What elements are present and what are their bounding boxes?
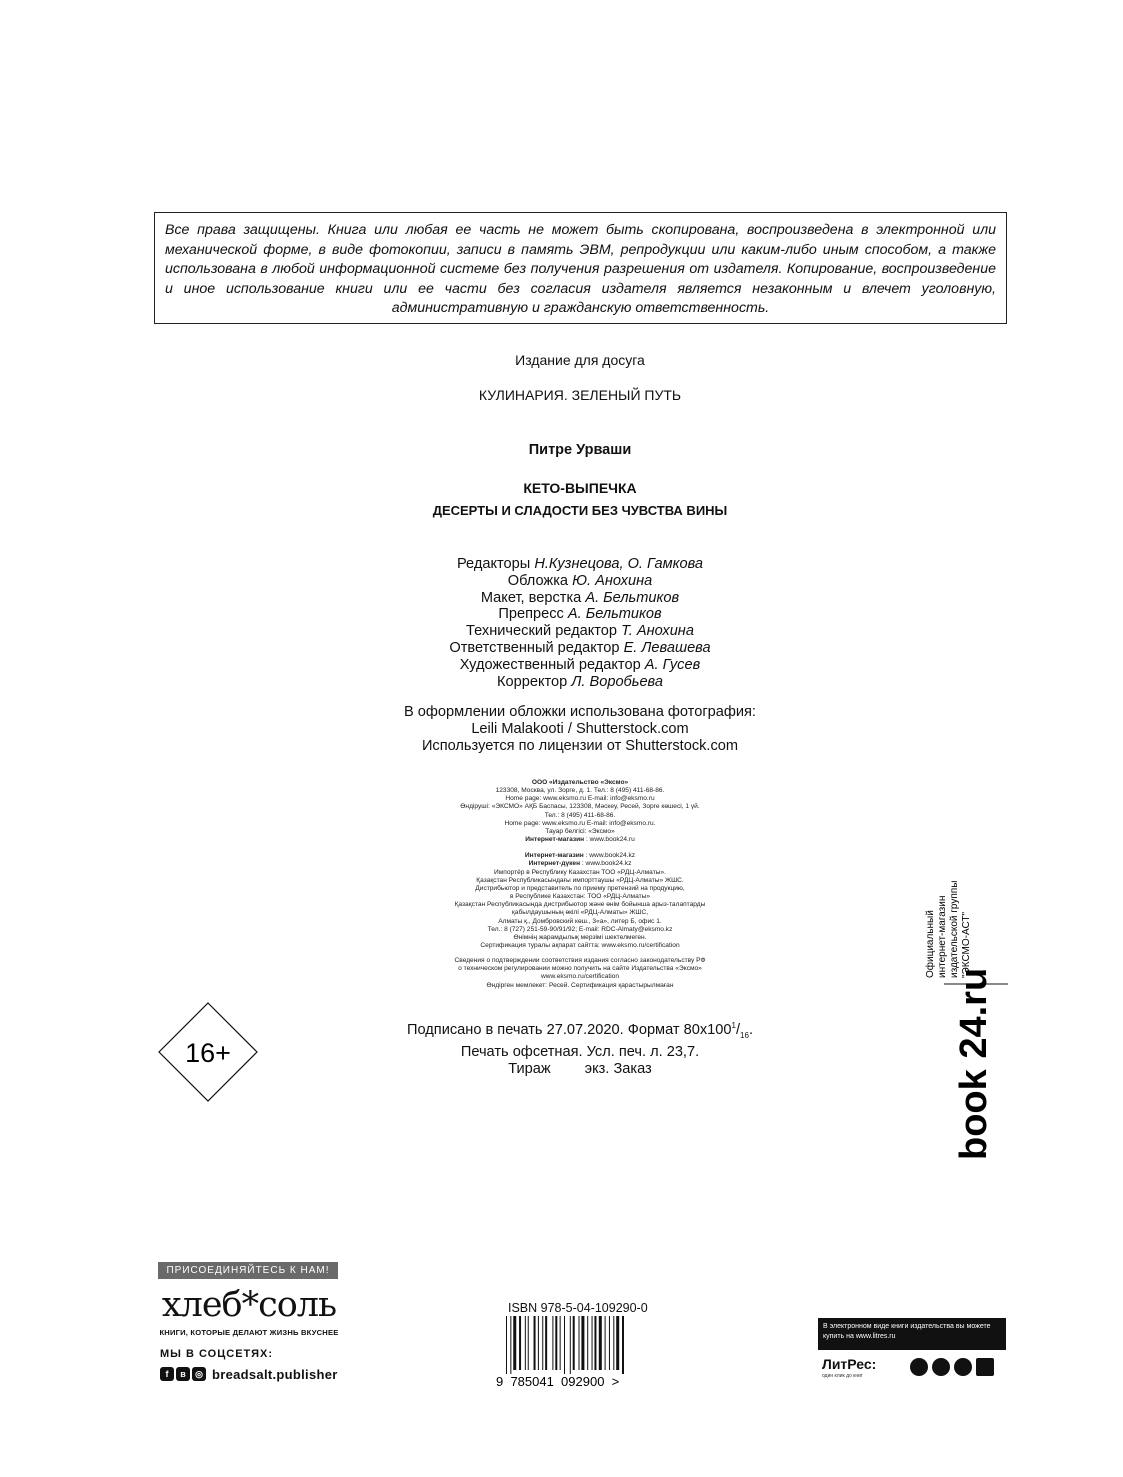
barcode-bar	[581, 1316, 584, 1370]
print-info-line3	[330, 1061, 830, 1078]
instagram-icon: ◎	[192, 1367, 206, 1381]
credit-name: Н.Кузнецова, О. Гамкова	[534, 556, 704, 572]
barcode-bar	[616, 1316, 619, 1370]
barcode-bar	[613, 1316, 614, 1370]
social-handle: breadsalt.publisher	[212, 1366, 338, 1382]
imprint-shop-kz2-value: : www.book24.kz	[580, 860, 632, 868]
social-title: МЫ В СОЦСЕТЯХ:	[160, 1348, 274, 1360]
credit-name: Т. Анохина	[621, 623, 694, 640]
barcode-bar	[510, 1316, 511, 1374]
photo-credit-line: Используется по лицензии от Shutterstock.com	[421, 737, 739, 754]
credit-row	[300, 674, 860, 691]
vk-icon: в	[176, 1367, 190, 1381]
barcode-bar	[573, 1316, 575, 1370]
book24-caption-line: Официальный	[925, 910, 936, 978]
credit-row	[300, 573, 860, 590]
imprint-line: Өндірген мемлекет: Ресей. Сертификация қарастырылмаған	[486, 981, 674, 989]
imprint-shop-kz2-label: Интернет-дүкен	[528, 860, 581, 868]
barcode-bar	[594, 1316, 596, 1370]
book24-caption-line: издательской группы	[949, 880, 960, 978]
photo-credit	[300, 704, 860, 754]
imprint-line: Өнімнің жарамдылық мерзімі шектелмеген.	[513, 933, 647, 941]
imprint-line: Home page: www.eksmo.ru E-mail: info@eksmo.ru	[505, 795, 655, 803]
barcode-bar	[592, 1316, 593, 1370]
print-format-end: .	[748, 1021, 753, 1038]
imprint-line: Өндіруші: «ЭКСМО» АҚБ Баспасы, 123308, Мәскеу, Ресей, Зорге көшесі, 1 үй.	[460, 803, 700, 811]
print-info-line1	[330, 1017, 830, 1044]
imprint-publisher: ООО «Издательство «Эксмо»	[531, 779, 629, 786]
credit-row	[300, 640, 860, 657]
imprint-line: Қазақстан Республикасындағы импорттаушы «РДЦ-Алматы» ЖШС.	[476, 876, 684, 884]
book-subtitle: ДЕСЕРТЫ И СЛАДОСТИ БЕЗ ЧУВСТВА ВИНЫ	[432, 503, 728, 518]
print-run-label: Тираж	[508, 1060, 551, 1077]
age-rating-text: 16+	[185, 1038, 231, 1068]
print-format-text: Подписано в печать 27.07.2020. Формат 80x100	[407, 1021, 732, 1038]
imprint-shop-kz-label: Интернет-магазин	[524, 852, 584, 860]
credit-row	[300, 556, 860, 573]
barcode-bar	[599, 1316, 602, 1370]
apple-icon	[910, 1358, 928, 1376]
litres-brand-sub: один клик до книг	[822, 1373, 863, 1379]
print-order-label: экз. Заказ	[584, 1060, 652, 1077]
imprint-line: в Республике Казахстан: ТОО «РДЦ-Алматы»	[509, 893, 651, 901]
barcode-digits: 9 785041 092900 >	[496, 1374, 620, 1388]
rights-notice-text: Все права защищены. Книга или любая ее часть не может быть скопирована, воспроизведена в электронной или механической форме, в виде фотокопии, записи в память ЭВМ, репродукции или каким-либо иным способом, а также использована в любой информационной системе без получения разрешения от издателя. Копирование, воспроизведение и иное использование книги или ее части без согласия издателя является незаконным и влечет уголовную, административную и гражданскую ответственность.	[165, 222, 996, 316]
xbox-icon	[954, 1358, 972, 1376]
barcode-bar	[560, 1316, 561, 1370]
litres-banner-top	[818, 1318, 1006, 1350]
credit-name: Л. Воробьева	[571, 673, 663, 690]
imprint-shop-kz2	[380, 860, 780, 868]
credit-role: Художественный редактор	[459, 656, 641, 673]
book-title: КЕТО-ВЫПЕЧКА	[523, 480, 637, 496]
book24-logo-text: book 24.ru	[953, 967, 995, 1160]
litres-banner-line: В электронном виде книги издательства вы можете	[823, 1323, 991, 1330]
imprint-line: Home page: www.eksmo.ru E-mail: info@eksmo.ru.	[504, 819, 656, 827]
edition-type: Издание для досуга	[515, 352, 645, 368]
credit-role: Макет, верстка	[480, 589, 582, 606]
barcode-bar	[528, 1316, 529, 1370]
book24-caption-line: интернет-магазин	[937, 895, 948, 978]
barcode-bar	[534, 1316, 536, 1370]
imprint-spacer	[380, 844, 780, 852]
imprint-shop-kz	[380, 852, 780, 860]
print-format-sup: 1	[731, 1021, 736, 1030]
imprint-line: Импортёр в Республику Казахстан ТОО «РДЦ-Алматы».	[494, 868, 666, 876]
imprint-lines-c	[380, 957, 780, 990]
credit-name: Ю. Анохина	[572, 572, 653, 589]
breadsalt-logo: хлеб*соль	[161, 1285, 337, 1325]
barcode-bar	[587, 1316, 588, 1370]
credits-list	[300, 556, 860, 690]
photo-credit-line: В оформлении обложки использована фотография:	[404, 704, 756, 720]
barcode-bar	[525, 1316, 526, 1370]
isbn-barcode	[494, 1316, 670, 1388]
imprint-line: Алматы қ., Домбровский көш., 3«а», литер Б, офис 1.	[498, 917, 662, 925]
credit-name: А. Бельтиков	[567, 606, 662, 623]
windows-icon	[976, 1358, 994, 1376]
imprint-line: 123308, Москва, ул. Зорге, д. 1. Тел.: 8 (495) 411-68-86.	[495, 787, 665, 795]
credit-row	[300, 623, 860, 640]
print-format-sub: 16	[740, 1030, 749, 1040]
series-name: КУЛИНАРИЯ. ЗЕЛЕНЫЙ ПУТЬ	[478, 387, 682, 403]
barcode-bar	[538, 1316, 539, 1370]
litres-banner-line: купить на www.litres.ru	[823, 1333, 896, 1340]
imprint-line: Сертификация туралы ақпарат сайтта: www.eksmo.ru/certification	[480, 941, 680, 949]
imprint-shop-ru-value: : www.book24.ru	[584, 836, 635, 844]
credit-name: А. Бельтиков	[585, 589, 680, 606]
barcode-bar	[564, 1316, 565, 1374]
credit-row	[300, 590, 860, 607]
credit-role: Препресс	[498, 606, 564, 623]
imprint-lines-a	[380, 787, 780, 836]
author-name: Питре Урваши	[528, 442, 632, 458]
print-info-line2: Печать офсетная. Усл. печ. л. 23,7.	[460, 1043, 700, 1060]
barcode-bar	[555, 1316, 557, 1370]
imprint-lines-b	[380, 869, 780, 951]
rights-notice-box	[154, 212, 1007, 324]
credit-name: А. Гусев	[644, 656, 701, 673]
credit-role: Обложка	[507, 572, 569, 589]
credit-role: Ответственный редактор	[449, 639, 620, 656]
join-us-badge: ПРИСОЕДИНЯЙТЕСЬ К НАМ!	[158, 1262, 338, 1279]
imprint-spacer	[380, 950, 780, 957]
barcode-bar	[605, 1316, 606, 1370]
barcode-bar	[609, 1316, 610, 1370]
imprint-line: Дистрибьютор и представитель по приему претензий на продукцию,	[475, 884, 685, 892]
imprint-shop-ru	[380, 836, 780, 844]
imprint-line: Қазақстан Республикасында дистрибьютор және өнім бойынша арыз-талаптарды	[454, 901, 706, 909]
photo-credit-line: Leili Malakooti / Shutterstock.com	[471, 720, 689, 737]
barcode-bar	[519, 1316, 521, 1370]
credit-role: Технический редактор	[466, 623, 618, 640]
print-format-sep: /	[735, 1021, 741, 1038]
barcode-bar	[552, 1316, 553, 1370]
imprint-shop-kz-value: : www.book24.kz	[583, 852, 636, 860]
credit-role: Корректор	[497, 673, 568, 690]
barcode-bars	[506, 1316, 624, 1374]
barcode-bar	[622, 1316, 624, 1374]
imprint-shop-ru-label: Интернет-магазин	[525, 836, 585, 844]
isbn-text: ISBN 978-5-04-109290-0	[508, 1301, 648, 1315]
android-icon	[932, 1358, 950, 1376]
imprint-line: Тауар белгісі: «Эксмо»	[545, 827, 615, 835]
imprint-block	[380, 779, 780, 990]
print-info	[330, 1017, 830, 1078]
barcode-bar	[579, 1316, 580, 1370]
facebook-icon: f	[160, 1367, 174, 1381]
imprint-line: о техническом регулировании можно получить на сайте Издательства «Эксмо»	[458, 965, 702, 973]
litres-brand: ЛитРес:	[822, 1356, 877, 1372]
imprint-line: Сведения о подтверждении соответствия издания согласно законодательству РФ	[454, 957, 706, 965]
imprint-line: Тел.: 8 (495) 411-68-86.	[544, 811, 616, 819]
breadsalt-tagline: КНИГИ, КОТОРЫЕ ДЕЛАЮТ ЖИЗНЬ ВКУСНЕЕ	[159, 1328, 339, 1337]
book24-logo-block	[918, 860, 1028, 1170]
social-row	[160, 1366, 338, 1382]
barcode-bar	[545, 1316, 547, 1370]
credit-row	[300, 606, 860, 623]
litres-banner	[818, 1318, 1006, 1384]
litres-platform-icons	[910, 1358, 994, 1376]
barcode-bar	[506, 1316, 507, 1374]
credit-row	[300, 657, 860, 674]
credit-role: Редакторы	[456, 556, 531, 572]
imprint-line: www.eksmo.ru/certification	[540, 973, 620, 981]
barcode-bar	[513, 1316, 516, 1370]
barcode-bar	[570, 1316, 571, 1374]
age-rating-badge	[158, 1002, 258, 1102]
imprint-line: қабылдаушының өкілі «РДЦ-Алматы» ЖШС,	[511, 909, 649, 917]
barcode-bar	[542, 1316, 543, 1370]
book24-caption-line: "ЭКСМО-АСТ"	[961, 912, 972, 978]
credit-name: Е. Левашева	[623, 639, 711, 656]
imprint-line: Тел.: 8 (727) 251-59-90/91/92; E-mail: RDC-Almaty@eksmo.kz	[487, 925, 673, 933]
